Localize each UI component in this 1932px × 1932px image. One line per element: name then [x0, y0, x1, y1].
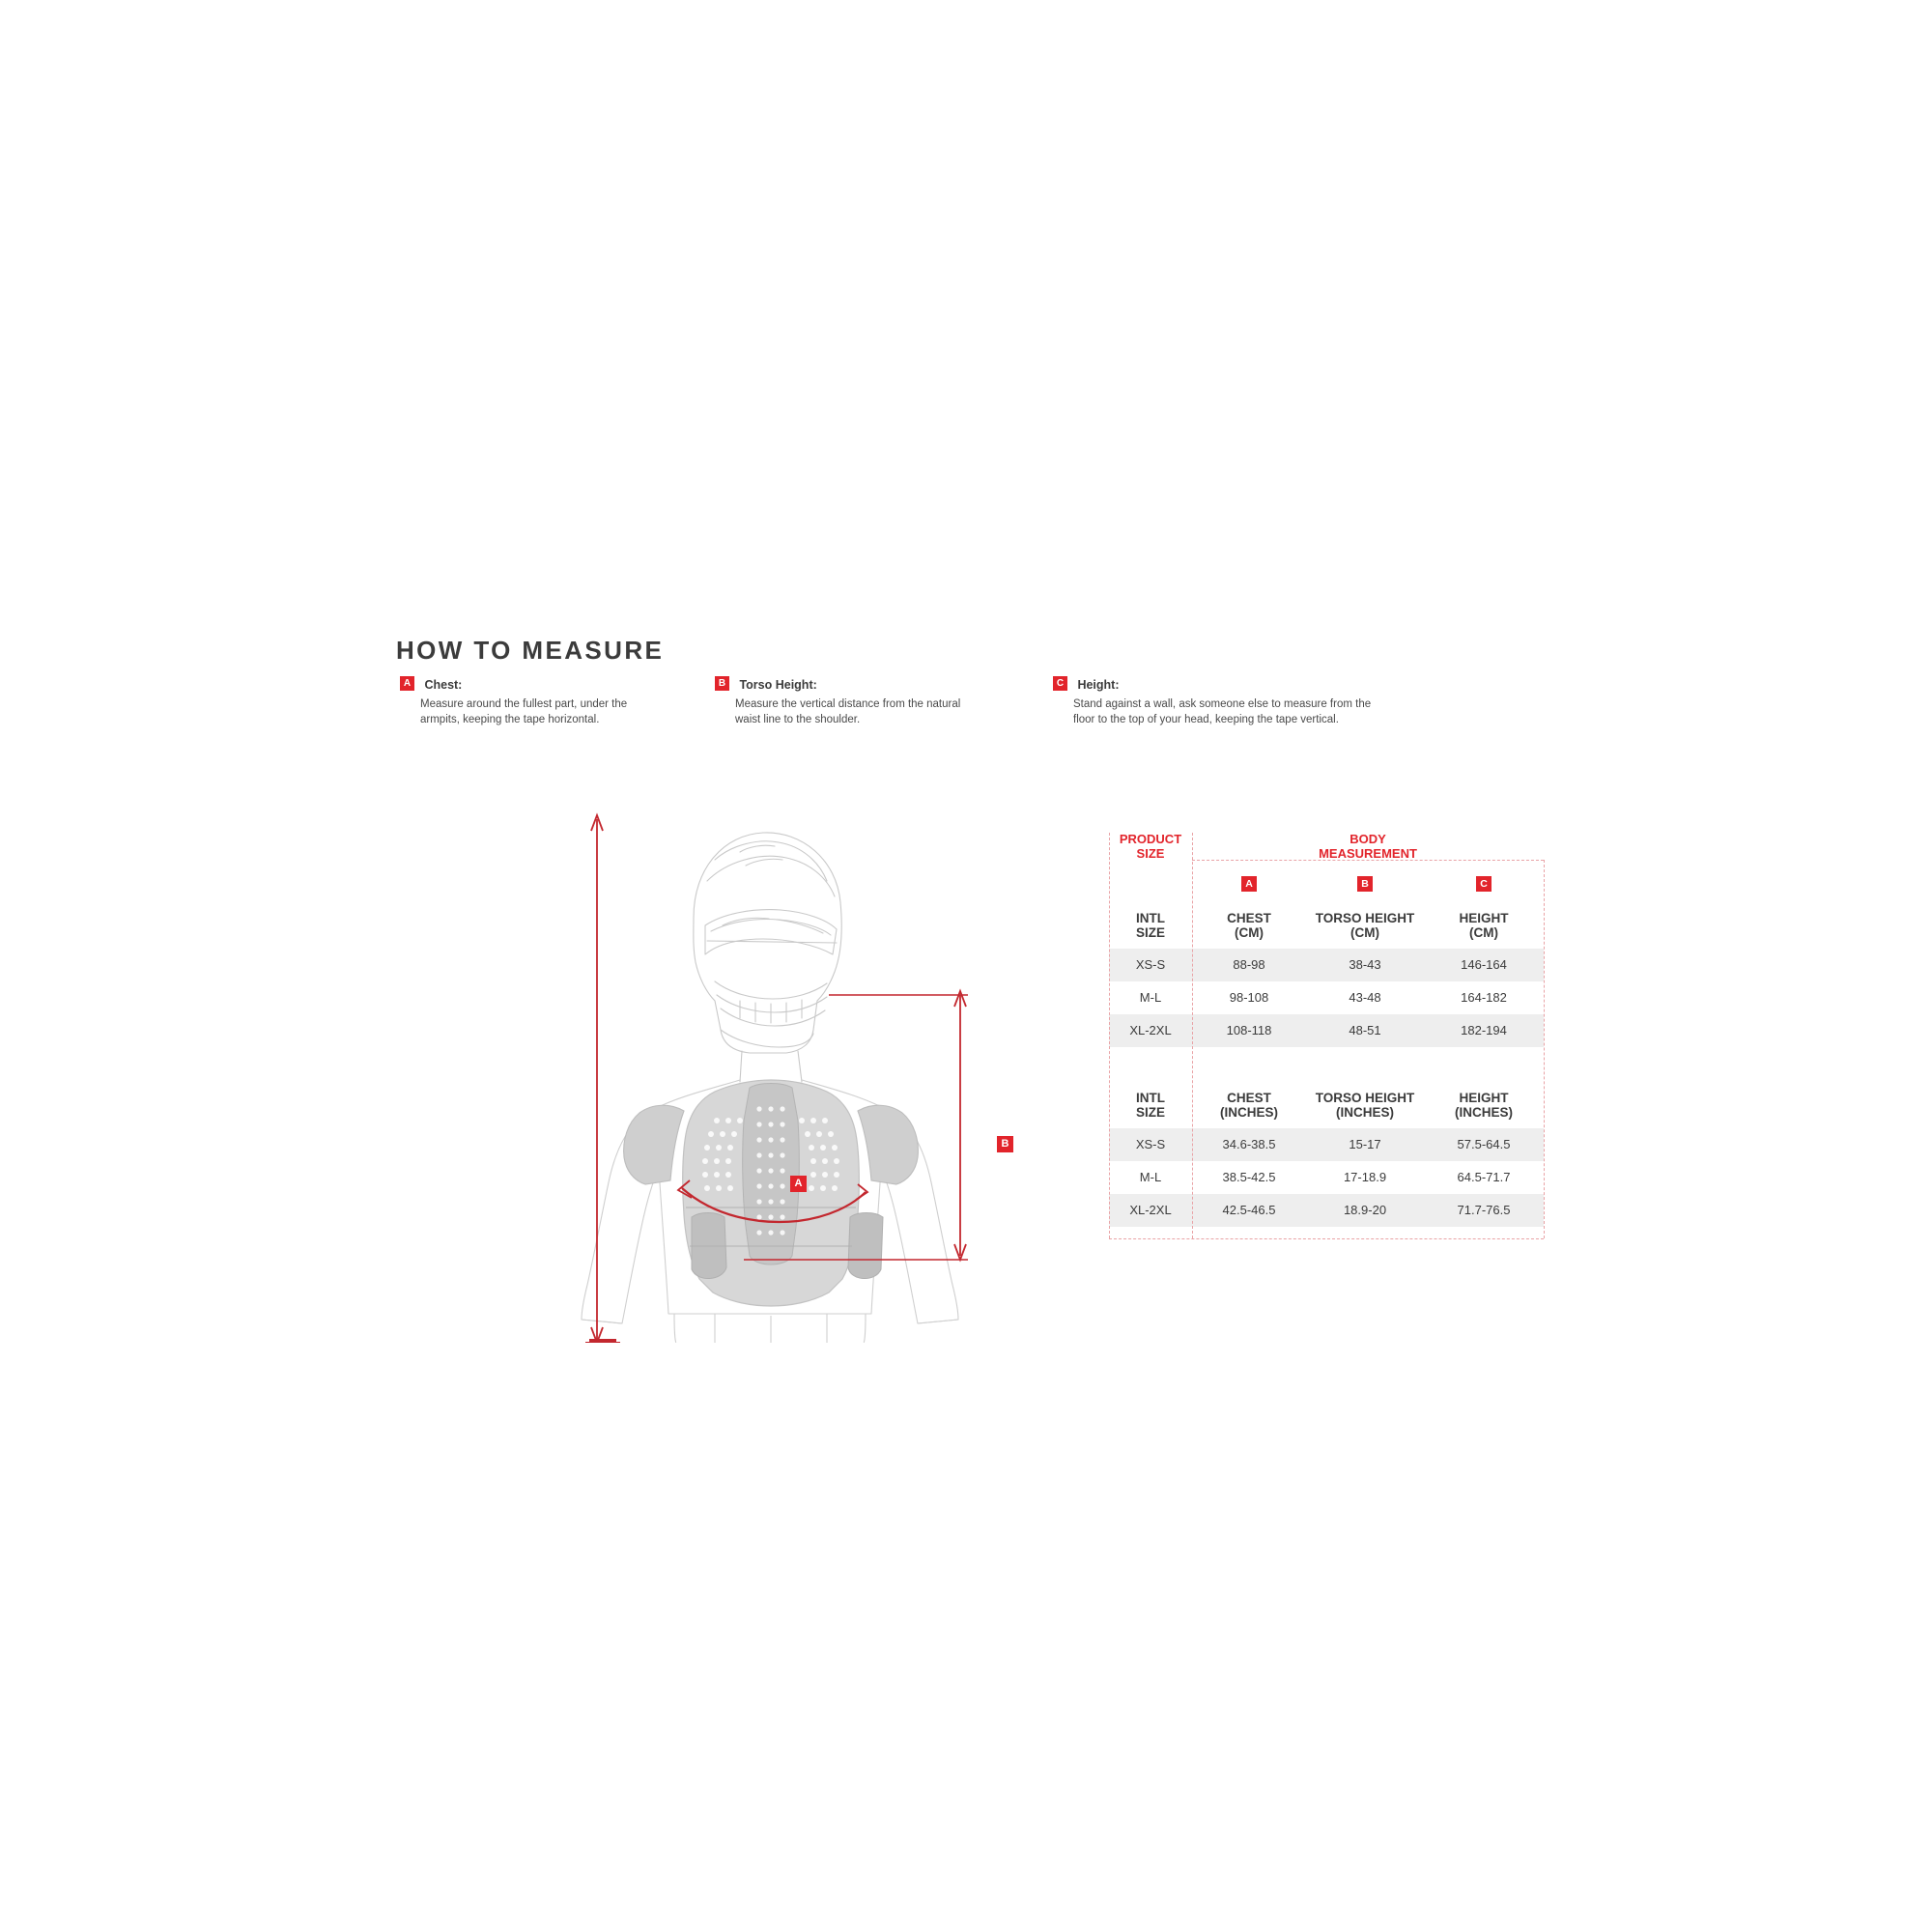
table-row: [1109, 949, 1544, 981]
inches-column-header-row: [1109, 1080, 1544, 1128]
table-badge-b-icon: B: [1357, 876, 1373, 892]
cell-size: XL-2XL: [1109, 1014, 1192, 1047]
cell-torso-height: 38-43: [1306, 949, 1424, 981]
cell-torso-height: 18.9-20: [1306, 1194, 1424, 1227]
table-spacer: [1109, 1047, 1544, 1080]
legend-item-chest: [400, 676, 670, 727]
measurement-illustration: [570, 802, 1014, 1343]
page-title: HOW TO MEASURE: [396, 636, 665, 665]
table-badge-a-icon: A: [1241, 876, 1257, 892]
cell-torso-height: 43-48: [1306, 981, 1424, 1014]
legend-badge-c-icon: C: [1053, 676, 1067, 691]
cell-chest: 34.6-38.5: [1192, 1128, 1306, 1161]
table-badge-c-icon: C: [1476, 876, 1492, 892]
dash-guide-col1: [1192, 833, 1193, 1238]
legend-item-torso-height: [715, 676, 985, 727]
cm-col-torso-height: TORSO HEIGHT (CM): [1315, 910, 1415, 940]
spacer-cell: [1109, 1047, 1544, 1080]
marker-cell-chest: [1192, 867, 1306, 900]
table-row: [1109, 981, 1544, 1014]
cell-height: 57.5-64.5: [1424, 1128, 1544, 1161]
cell-size: XS-S: [1109, 949, 1192, 981]
table-marker-row: [1109, 867, 1544, 900]
cell-height: 146-164: [1424, 949, 1544, 981]
legend-text-torso-height: Measure the vertical distance from the natural waist line to the shoulder.: [735, 698, 961, 725]
marker-cell-empty: [1109, 867, 1192, 900]
legend-title-height: Height:: [1077, 678, 1120, 692]
cell-height: 71.7-76.5: [1424, 1194, 1544, 1227]
cell-height: 164-182: [1424, 981, 1544, 1014]
table-top-header: [1109, 833, 1544, 867]
cell-chest: 38.5-42.5: [1192, 1161, 1306, 1194]
cell-height: 182-194: [1424, 1014, 1544, 1047]
in-col-intl-size: INTL SIZE: [1135, 1090, 1165, 1120]
legend-title-torso-height: Torso Height:: [739, 678, 817, 692]
cell-size: M-L: [1109, 1161, 1192, 1194]
legend-badge-a-icon: A: [400, 676, 414, 691]
cm-col-chest: CHEST (CM): [1227, 910, 1271, 940]
cell-size: XL-2XL: [1109, 1194, 1192, 1227]
legend-text-height: Stand against a wall, ask someone else to measure from the floor to the top of your head, keeping the tape vertical.: [1073, 698, 1372, 725]
dash-guide-right: [1544, 860, 1545, 1238]
figure-badge-a-icon: A: [790, 1176, 807, 1192]
cell-torso-height: 48-51: [1306, 1014, 1424, 1047]
cell-chest: 42.5-46.5: [1192, 1194, 1306, 1227]
table-row: [1109, 1128, 1544, 1161]
table-row: [1109, 1161, 1544, 1194]
size-table: [1109, 833, 1544, 1227]
in-col-chest: CHEST (INCHES): [1220, 1090, 1278, 1120]
cm-column-header-row: [1109, 900, 1544, 949]
cell-chest: 108-118: [1192, 1014, 1306, 1047]
dash-guide-mid: [1192, 860, 1544, 861]
cell-chest: 88-98: [1192, 949, 1306, 981]
legend-badge-b-icon: B: [715, 676, 729, 691]
in-col-height: HEIGHT (INCHES): [1455, 1090, 1513, 1120]
cell-size: XS-S: [1109, 1128, 1192, 1161]
marker-cell-torso: [1306, 867, 1424, 900]
legend-item-height: [1053, 676, 1372, 727]
figure-badge-b-icon: B: [997, 1136, 1013, 1152]
cell-height: 64.5-71.7: [1424, 1161, 1544, 1194]
table-header-product-size: PRODUCT SIZE: [1119, 832, 1182, 861]
cell-torso-height: 15-17: [1306, 1128, 1424, 1161]
table-row: [1109, 1194, 1544, 1227]
table-header-body-measurement: BODY MEASUREMENT: [1319, 832, 1417, 861]
legend-title-chest: Chest:: [424, 678, 463, 692]
dash-guide-left: [1109, 833, 1110, 1238]
marker-cell-height: [1424, 867, 1544, 900]
dash-guide-bottom: [1109, 1238, 1544, 1239]
sizes-table: [1109, 867, 1544, 1227]
cell-chest: 98-108: [1192, 981, 1306, 1014]
cm-col-intl-size: INTL SIZE: [1135, 910, 1165, 940]
cell-torso-height: 17-18.9: [1306, 1161, 1424, 1194]
cell-size: M-L: [1109, 981, 1192, 1014]
table-row: [1109, 1014, 1544, 1047]
in-col-torso-height: TORSO HEIGHT (INCHES): [1315, 1090, 1415, 1120]
cm-col-height: HEIGHT (CM): [1459, 910, 1509, 940]
legend-text-chest: Measure around the fullest part, under the armpits, keeping the tape horizontal.: [420, 698, 628, 725]
